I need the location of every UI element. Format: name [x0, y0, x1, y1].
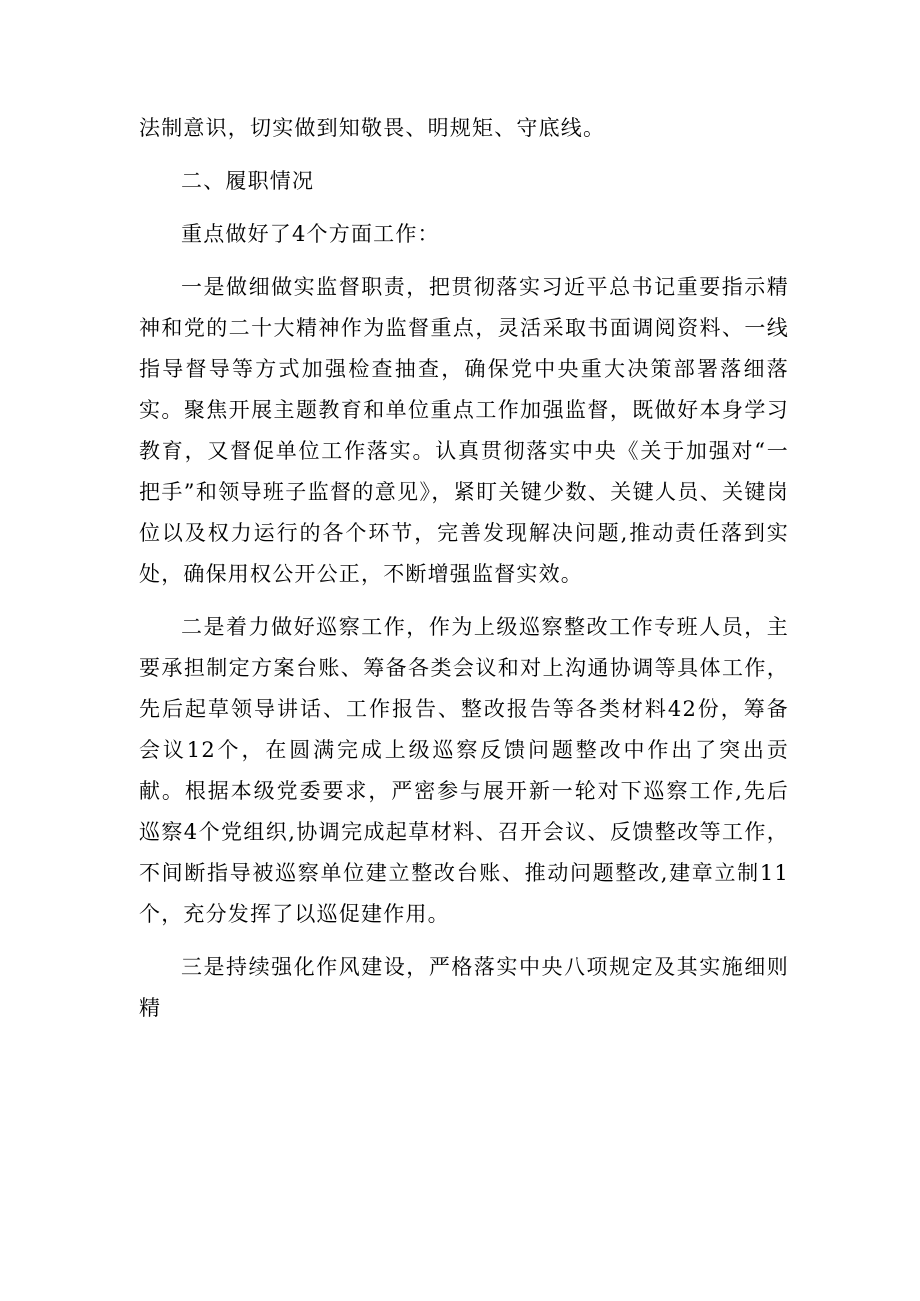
paragraph-item-work-style: 三是持续强化作风建设，严格落实中央八项规定及其实施细则精	[139, 955, 789, 1020]
document-body	[139, 108, 789, 1029]
paragraph-summary: 重点做好了4个方面工作：	[181, 222, 440, 246]
paragraph-item-inspection: 二是着力做好巡察工作，作为上级巡察整改工作专班人员，主要承担制定方案台账、筹备各类会议和对上沟通协调等具体工作，先后起草领导讲话、工作报告、整改报告等各类材料42份，筹备会议12个，在圆满完成上级巡察反馈问题整改中作出了突出贡献。根据本级党委要求，严密参与展开新一轮对下巡察工作,先后巡察4个党组织,协调完成起草材料、召开会议、反馈整改等工作，不间断指导被巡察单位建立整改台账、推动问题整改,建章立制11个，充分发挥了以巡促建作用。	[139, 615, 789, 926]
paragraph-item-supervision: 一是做细做实监督职责，把贯彻落实习近平总书记重要指示精神和党的二十大精神作为监督重点，灵活采取书面调阅资料、一线指导督导等方式加强检查抽查，确保党中央重大决策部署落细落实。聚焦开展主题教育和单位重点工作加强监督，既做好本身学习教育，又督促单位工作落实。认真贯彻落实中央《关于加强对“一把手”和领导班子监督的意见》，紧盯关键少数、关键人员、关键岗位以及权力运行的各个环节，完善发现解决问题,推动责任落到实处，确保用权公开公正，不断增强监督实效。	[139, 275, 789, 586]
section-heading-performance: 二、履职情况	[181, 169, 315, 193]
paragraph-continuation: 法制意识，切实做到知敬畏、明规矩、守底线。	[139, 116, 606, 140]
